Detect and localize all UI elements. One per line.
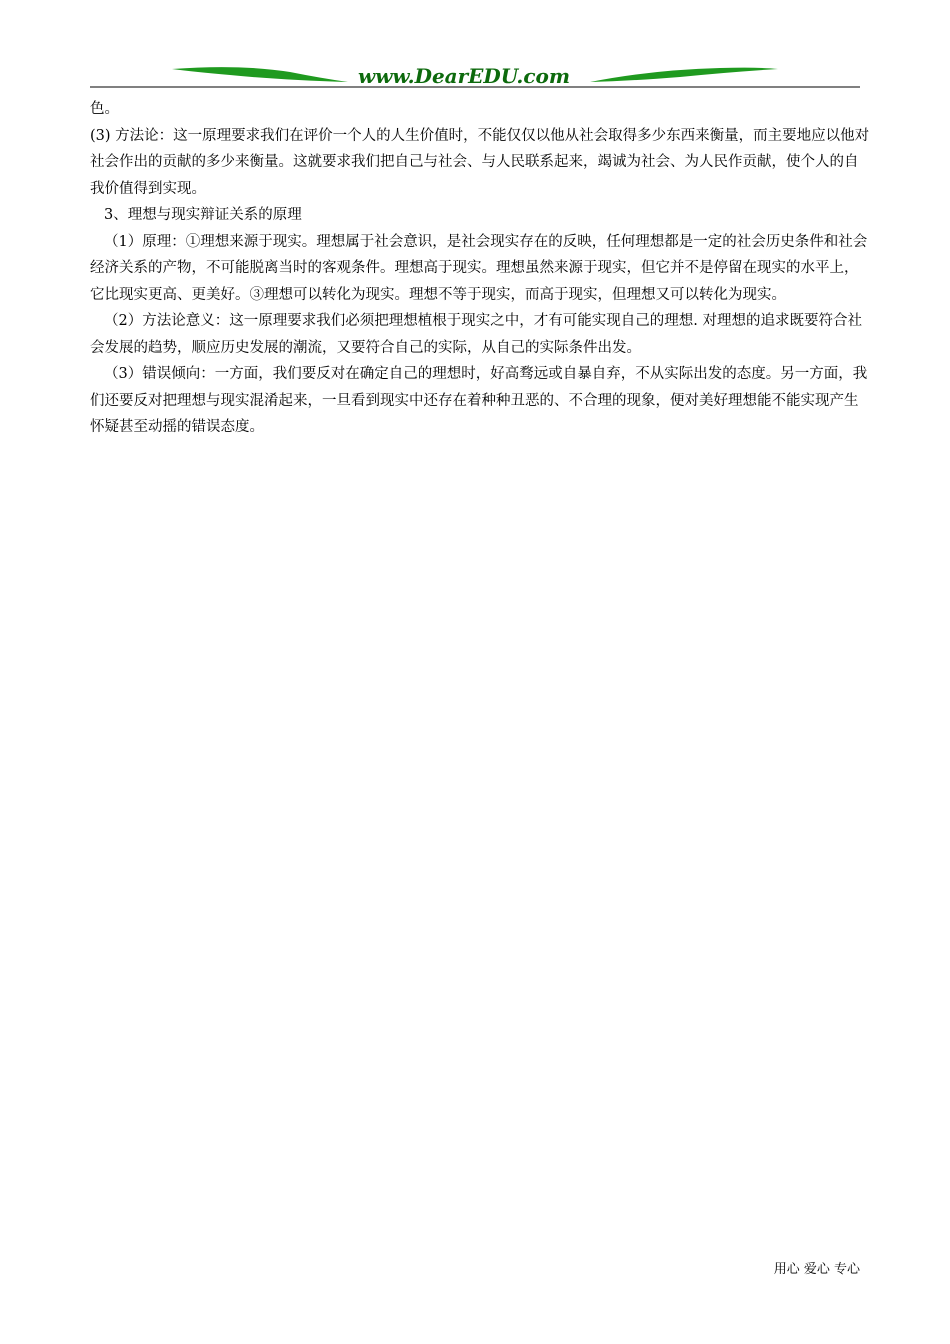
paragraph-methodology-3: (3) 方法论：这一原理要求我们在评价一个人的人生价值时，不能仅仅以他从社会取得多少东西来衡量，而主要地应以他对社会作出的贡献的多少来衡量。这就要求我们把自己与社会、与人民联系起来，竭诚为社会、为人民作贡献，使个人的自我价值得到实现。 [90, 127, 870, 197]
right-swoosh-icon [590, 68, 778, 82]
site-logo-text: www.DearEDU.com [358, 64, 571, 88]
document-body [90, 96, 870, 441]
header-banner [90, 60, 860, 90]
paragraph-methodology-2: （2）方法论意义：这一原理要求我们必须把理想植根于现实之中，才有可能实现自己的理想. 对理想的追求既要符合社会发展的趋势，顺应历史发展的潮流，又要符合自己的实际，从自己的实际条件出发。 [90, 313, 862, 356]
page-footer: 用心 爱心 专心 [773, 1262, 860, 1277]
page-header [90, 60, 860, 90]
section-heading-3: 3、理想与现实辩证关系的原理 [104, 207, 302, 223]
paragraph-continuation: 色。 [90, 101, 119, 117]
left-swoosh-icon [172, 67, 348, 82]
paragraph-error-tendency-3: （3）错误倾向：一方面，我们要反对在确定自己的理想时，好高骛远或自暴自弃，不从实际出发的态度。另一方面，我们还要反对把理想与现实混淆起来，一旦看到现实中还存在着种种丑恶的、不合理的现象，便对美好理想能不能实现产生怀疑甚至动摇的错误态度。 [90, 366, 868, 435]
paragraph-principle-1: （1）原理：①理想来源于现实。理想属于社会意识，是社会现实存在的反映，任何理想都是一定的社会历史条件和社会经济关系的产物，不可能脱离当时的客观条件。理想高于现实。理想虽然来源于现实，但它并不是停留在现实的水平上，它比现实更高、更美好。③理想可以转化为现实。理想不等于现实，而高于现实，但理想又可以转化为现实。 [90, 233, 868, 303]
